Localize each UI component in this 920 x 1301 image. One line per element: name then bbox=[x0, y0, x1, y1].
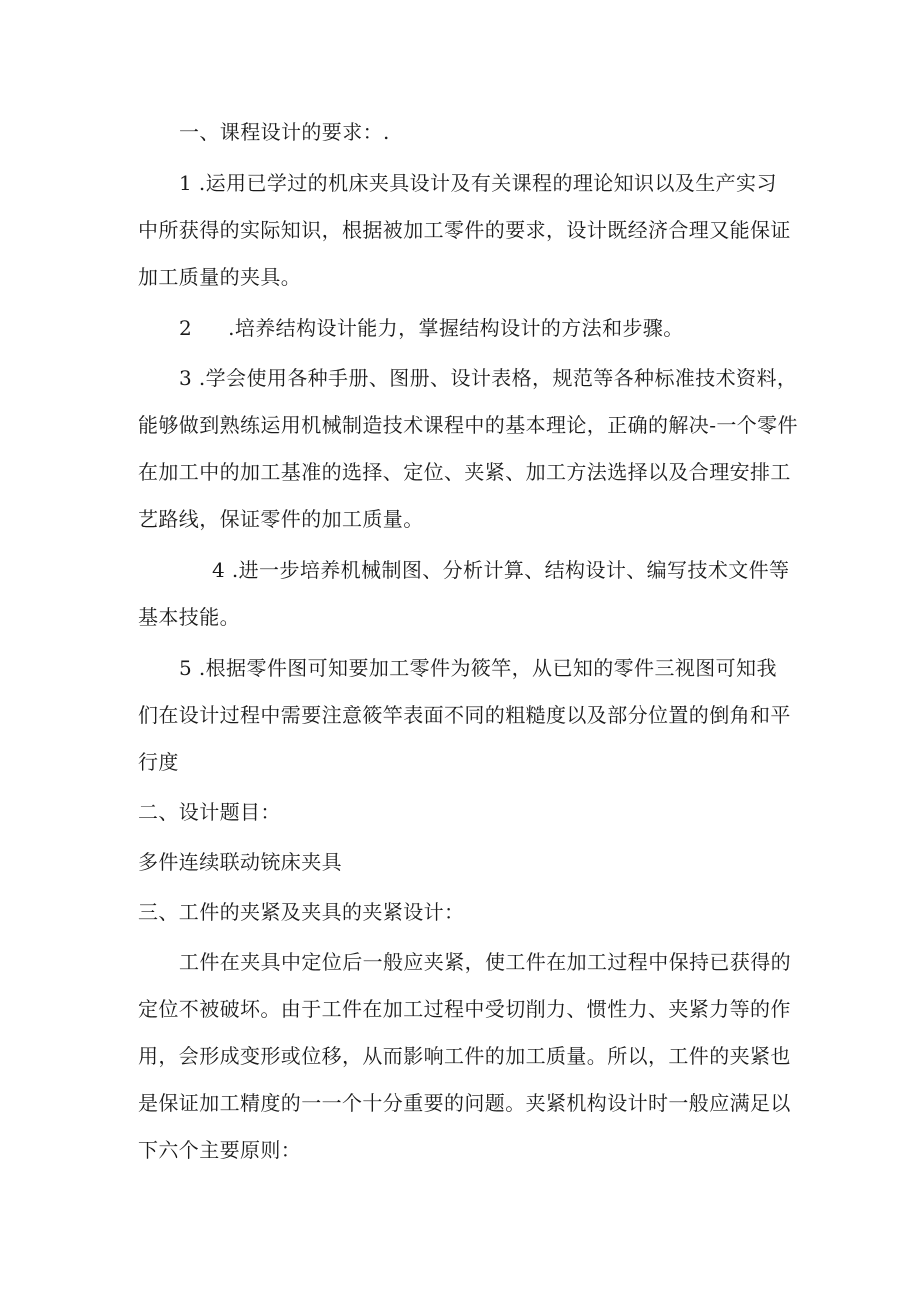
paragraph-line: 用，会形成变形或位移，从而影响工件的加工质量。所以，工件的夹紧也 bbox=[138, 1044, 791, 1068]
paragraph-line: 基本技能。 bbox=[138, 605, 240, 629]
section-heading-design-topic: 二、设计题目： bbox=[138, 800, 281, 824]
paragraph-line: 在加工中的加工基准的选择、定位、夹紧、加工方法选择以及合理安排工 bbox=[138, 460, 791, 484]
paragraph-line: 4 .进一步培养机械制图、分析计算、结构设计、编写技术文件等 bbox=[212, 558, 790, 582]
section-heading-clamping-design: 三、工件的夹紧及夹具的夹紧设计： bbox=[138, 900, 465, 924]
paragraph-line: 是保证加工精度的一一个十分重要的问题。夹紧机构设计时一般应满足以 bbox=[138, 1091, 791, 1115]
design-topic-title: 多件连续联动铳床夹具 bbox=[138, 850, 342, 874]
paragraph-line: 3 .学会使用各种手册、图册、设计表格，规范等各种标准技术资料， bbox=[179, 366, 798, 390]
paragraph-line: 5 .根据零件图可知要加工零件为筱竿，从已知的零件三视图可知我 bbox=[179, 656, 777, 680]
section-heading-requirements: 一、课程设计的要求：. bbox=[179, 120, 390, 144]
paragraph-line: 加工质量的夹具。 bbox=[138, 265, 302, 289]
paragraph-line: 定位不被破坏。由于工件在加工过程中受切削力、惯性力、夹紧力等的作 bbox=[138, 997, 791, 1021]
paragraph-line: 工件在夹具中定位后一般应夹紧，使工件在加工过程中保持已获得的 bbox=[179, 950, 791, 974]
paragraph-line: 能够做到熟练运用机械制造技术课程中的基本理论，正确的解决-一个零件 bbox=[138, 413, 798, 437]
paragraph-line: 中所获得的实际知识，根据被加工零件的要求，设计既经济合理又能保证 bbox=[138, 218, 791, 242]
list-item-2 bbox=[179, 316, 684, 340]
list-item-text: .培养结构设计能力，掌握结构设计的方法和步骤。 bbox=[228, 316, 684, 340]
paragraph-line: 艺路线，保证零件的加工质量。 bbox=[138, 507, 424, 531]
paragraph-line: 们在设计过程中需要注意筱竿表面不同的粗糙度以及部分位置的倒角和平 bbox=[138, 703, 791, 727]
list-number: 2 bbox=[179, 316, 193, 340]
paragraph-line: 下六个主要原则： bbox=[138, 1138, 302, 1162]
paragraph-line: 1 .运用已学过的机床夹具设计及有关课程的理论知识以及生产实习 bbox=[179, 171, 777, 195]
paragraph-line: 行度 bbox=[138, 750, 179, 774]
